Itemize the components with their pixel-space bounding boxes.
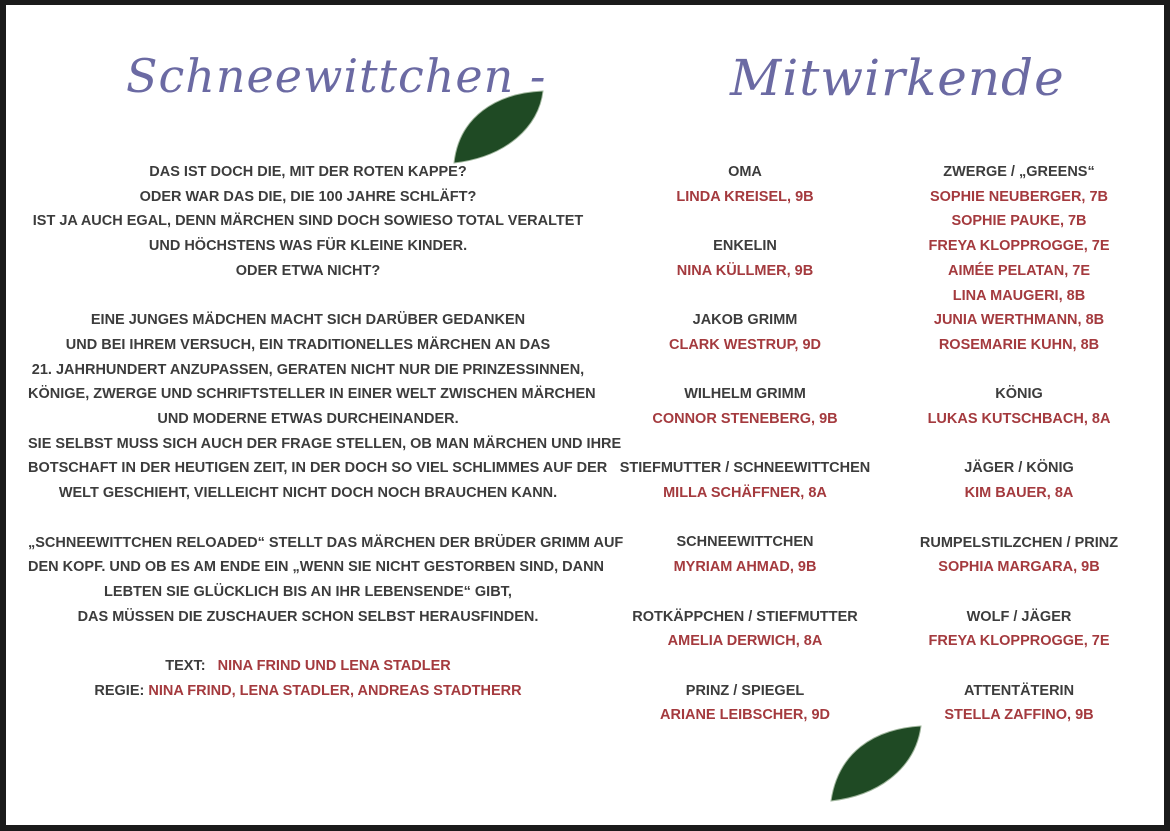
intro-line: DAS MÜSSEN DIE ZUSCHAUER SCHON SELBST HERAUSFINDEN.: [77, 608, 539, 625]
cast-entry: [595, 382, 895, 431]
actor-name: AMELIA DERWICH, 8A: [667, 633, 823, 650]
role-name: WOLF / JÄGER: [966, 608, 1072, 625]
cast-entry: [869, 456, 1169, 505]
credit-text: [28, 654, 588, 679]
intro-line: KÖNIGE, ZWERGE UND SCHRIFTSTELLER IN EINER WELT ZWISCHEN MÄRCHEN: [28, 386, 596, 403]
intro-line: BOTSCHAFT IN DER HEUTIGEN ZEIT, IN DER DOCH SO VIEL SCHLIMMES AUF DER: [28, 460, 608, 477]
actor-name: SOPHIE PAUKE, 7B: [951, 213, 1087, 230]
leaf-top-icon: [451, 87, 551, 167]
actor-name: MYRIAM AHMAD, 9B: [673, 559, 817, 576]
actor-name: LINDA KREISEL, 9B: [676, 188, 814, 205]
role-name: WILHELM GRIMM: [684, 386, 806, 403]
actor-name: MILLA SCHÄFFNER, 8A: [663, 485, 827, 502]
actor-name: ARIANE LEIBSCHER, 9D: [660, 707, 830, 724]
credit-text-label: TEXT:: [165, 658, 206, 675]
role-name: ATTENTÄTERIN: [963, 682, 1075, 699]
intro-line: DAS IST DOCH DIE, MIT DER ROTEN KAPPE?: [149, 164, 467, 180]
role-name: JAKOB GRIMM: [692, 312, 798, 329]
role-name: STIEFMUTTER / SCHNEEWITTCHEN: [619, 460, 871, 477]
cast-entry: [869, 679, 1169, 728]
intro-line: UND MODERNE ETWAS DURCHEINANDER.: [157, 411, 459, 428]
intro-line: EINE JUNGES MÄDCHEN MACHT SICH DARÜBER GEDANKEN: [90, 312, 526, 329]
actor-name: LINA MAUGERI, 8B: [952, 287, 1086, 304]
cast-entry: [869, 531, 1169, 580]
actor-name: NINA KÜLLMER, 9B: [676, 262, 814, 279]
role-name: ZWERGE / „GREENS“: [943, 164, 1095, 180]
credit-regie-names: NINA FRIND, LENA STADLER, ANDREAS STADTHERR: [148, 682, 522, 699]
intro-line: SIE SELBST MUSS SICH AUCH DER FRAGE STELLEN, OB MAN MÄRCHEN UND IHRE: [28, 435, 622, 452]
intro-line: „SCHNEEWITTCHEN RELOADED“ STELLT DAS MÄRCHEN DER BRÜDER GRIMM AUF: [28, 534, 624, 551]
actor-name: KIM BAUER, 8A: [964, 485, 1074, 502]
role-name: OMA: [728, 164, 762, 180]
program-page: [6, 5, 1164, 825]
cast-entry: [869, 605, 1169, 654]
role-name: JÄGER / KÖNIG: [964, 460, 1074, 477]
intro-line: IST JA AUCH EGAL, DENN MÄRCHEN SIND DOCH SOWIESO TOTAL VERALTET: [32, 213, 584, 230]
cast-entry: [595, 679, 895, 728]
cast-column-left: [595, 160, 895, 753]
intro-text: [28, 160, 624, 703]
role-name: ROTKÄPPCHEN / STIEFMUTTER: [632, 608, 858, 625]
actor-name: AIMÉE PELATAN, 7E: [947, 262, 1091, 279]
intro-line: ODER WAR DAS DIE, DIE 100 JAHRE SCHLÄFT?: [139, 188, 477, 205]
intro-paragraph-1: [28, 160, 588, 284]
cast-entry: [869, 382, 1169, 431]
role-name: SCHNEEWITTCHEN: [676, 534, 814, 551]
intro-line: WELT GESCHIEHT, VIELLEICHT NICHT DOCH NOCH BRAUCHEN KANN.: [58, 485, 558, 502]
intro-paragraph-3: [28, 531, 624, 630]
cast-entry: [595, 456, 895, 505]
actor-name: SOPHIE NEUBERGER, 7B: [929, 188, 1109, 205]
intro-line: UND HÖCHSTENS WAS FÜR KLEINE KINDER.: [148, 238, 468, 255]
actor-name: CLARK WESTRUP, 9D: [669, 336, 821, 353]
actor-name: SOPHIA MARGARA, 9B: [938, 559, 1100, 576]
intro-line: DEN KOPF. UND OB ES AM ENDE EIN „WENN SIE NICHT GESTORBEN SIND, DANN: [28, 559, 605, 576]
intro-line: ODER ETWA NICHT?: [235, 262, 381, 279]
role-name: RUMPELSTILZCHEN / PRINZ: [919, 534, 1119, 551]
cast-title: Mitwirkende: [730, 49, 1065, 107]
role-name: KÖNIG: [995, 386, 1043, 403]
cast-entry: [595, 530, 895, 579]
intro-line: LEBTEN SIE GLÜCKLICH BIS AN IHR LEBENSENDE“ GIBT,: [104, 583, 512, 600]
credit-text-names: NINA FRIND UND LENA STADLER: [217, 658, 451, 675]
actor-name: CONNOR STENEBERG, 9B: [652, 410, 838, 427]
actor-name: LUKAS KUTSCHBACH, 8A: [927, 411, 1111, 428]
role-name: PRINZ / SPIEGEL: [685, 682, 805, 699]
actor-name: FREYA KLOPPROGGE, 7E: [928, 633, 1110, 650]
credit-regie-label: REGIE:: [94, 682, 145, 699]
cast-entry: [595, 308, 895, 357]
actor-name: ROSEMARIE KUHN, 8B: [938, 336, 1100, 353]
intro-line: UND BEI IHREM VERSUCH, EIN TRADITIONELLES MÄRCHEN AN DAS: [65, 336, 551, 353]
intro-line: 21. JAHRHUNDERT ANZUPASSEN, GERATEN NICHT NUR DIE PRINZESSINNEN,: [31, 361, 585, 378]
cast-entry: [595, 160, 895, 209]
role-name: ENKELIN: [713, 238, 777, 255]
cast-entry: [595, 234, 895, 283]
cast-entry: [869, 160, 1169, 358]
cast-entry: [595, 605, 895, 654]
intro-paragraph-2: [28, 308, 622, 506]
play-title: Schneewittchen -: [126, 49, 547, 103]
credit-regie: [28, 679, 588, 704]
actor-name: JUNIA WERTHMANN, 8B: [933, 312, 1105, 329]
actor-name: FREYA KLOPPROGGE, 7E: [928, 238, 1110, 255]
cast-column-right: [869, 160, 1169, 753]
actor-name: STELLA ZAFFINO, 9B: [944, 707, 1094, 724]
